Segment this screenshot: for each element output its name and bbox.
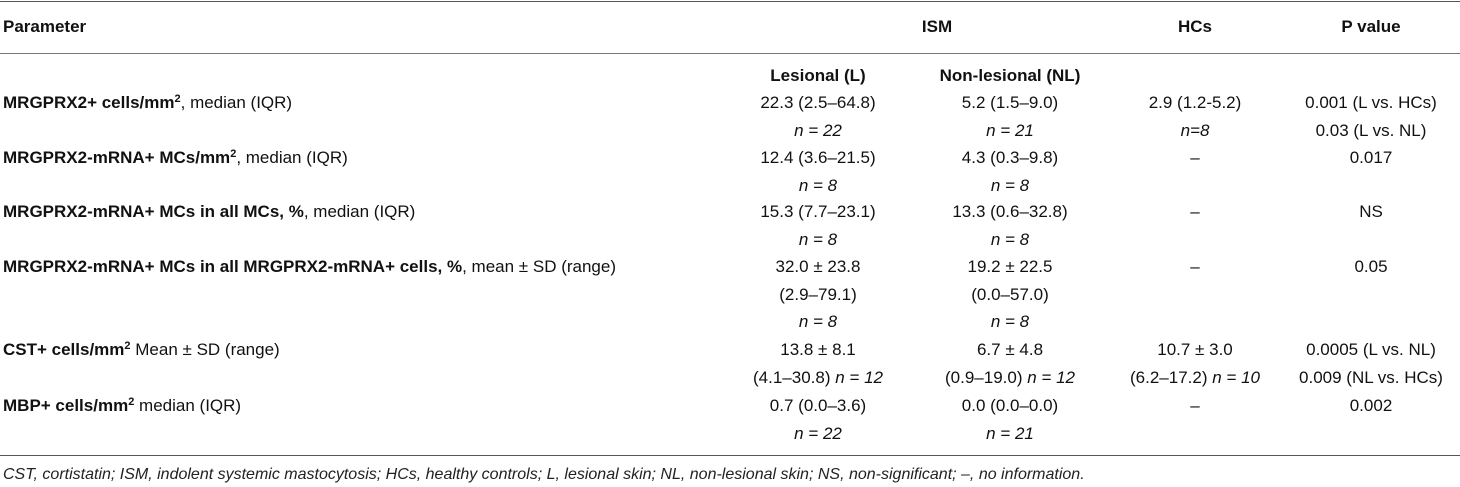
lesional-n: n = 22 <box>794 423 842 443</box>
non-lesional-range: (0.9–19.0) <box>945 367 1023 387</box>
hcs-value: 10.7 ± 3.0 <box>1157 340 1233 359</box>
p-value: 0.001 (L vs. HCs) <box>1305 93 1437 112</box>
hcs-n: n = 10 <box>1212 367 1260 387</box>
row-parameter <box>3 202 415 222</box>
header-p-value: P value <box>1341 17 1401 36</box>
lesional-value: 13.8 ± 8.1 <box>780 340 856 359</box>
header-lesional: Lesional (L) <box>770 66 866 85</box>
row-parameter <box>3 257 616 277</box>
parameter-statistic: , median (IQR) <box>236 148 348 167</box>
table-bottom-rule <box>0 455 1460 456</box>
lesional-n: n = 8 <box>798 229 838 249</box>
parameter-name: MRGPRX2-mRNA+ MCs in all MCs, % <box>3 202 304 221</box>
non-lesional-n: n = 12 <box>1027 367 1075 387</box>
table-top-rule <box>0 1 1460 2</box>
parameter-name: MRGPRX2+ cells/mm <box>3 93 175 112</box>
hcs-value <box>1130 368 1260 388</box>
parameter-superscript: 2 <box>128 396 135 408</box>
parameter-superscript: 2 <box>230 148 237 160</box>
p-value: 0.002 <box>1349 396 1393 415</box>
parameter-statistic: , mean ± SD (range) <box>462 257 616 276</box>
p-value: 0.009 (NL vs. HCs) <box>1299 367 1443 387</box>
parameter-statistic: Mean ± SD (range) <box>130 340 280 359</box>
parameter-name: CST+ cells/mm <box>3 340 125 359</box>
p-value: 0.03 (L vs. NL) <box>1315 120 1427 140</box>
lesional-value: 22.3 (2.5–64.8) <box>760 93 876 112</box>
lesional-n: n = 12 <box>835 367 883 387</box>
parameter-statistic: median (IQR) <box>134 396 242 415</box>
table-footnote: CST, cortistatin; ISM, indolent systemic mastocytosis; HCs, healthy controls; L, lesional skin; NL, non-lesional skin; NS, non-significant; –, no information. <box>3 466 1085 483</box>
non-lesional-n: n = 8 <box>990 175 1030 195</box>
row-parameter <box>3 93 292 113</box>
header-non-lesional: Non-lesional (NL) <box>939 66 1081 85</box>
p-value: 0.0005 (L vs. NL) <box>1306 340 1436 359</box>
row-parameter <box>3 340 280 360</box>
lesional-value <box>753 368 883 388</box>
table-header-rule <box>0 53 1460 54</box>
non-lesional-value: 19.2 ± 22.5 <box>967 257 1053 276</box>
lesional-value: 0.7 (0.0–3.6) <box>769 396 867 415</box>
lesional-n: n = 8 <box>798 175 838 195</box>
parameter-statistic: , median (IQR) <box>303 202 416 221</box>
hcs-value: – <box>1190 257 1200 276</box>
hcs-value: – <box>1190 202 1200 221</box>
non-lesional-value: 13.3 (0.6–32.8) <box>952 202 1068 221</box>
lesional-value: (2.9–79.1) <box>779 284 857 304</box>
header-parameter: Parameter <box>3 17 87 36</box>
p-value: 0.017 <box>1349 148 1393 167</box>
header-hcs: HCs <box>1177 17 1213 36</box>
p-value: NS <box>1359 202 1383 221</box>
lesional-value: 12.4 (3.6–21.5) <box>760 148 876 167</box>
non-lesional-n: n = 21 <box>986 120 1034 140</box>
non-lesional-value: (0.0–57.0) <box>971 284 1049 304</box>
non-lesional-value: 6.7 ± 4.8 <box>976 340 1044 359</box>
lesional-value: 32.0 ± 23.8 <box>775 257 861 276</box>
parameter-superscript: 2 <box>124 340 131 352</box>
lesional-n: n = 8 <box>798 312 838 331</box>
non-lesional-n: n = 8 <box>990 312 1030 331</box>
parameter-name: MRGPRX2-mRNA+ MCs/mm <box>3 148 231 167</box>
non-lesional-value: 5.2 (1.5–9.0) <box>961 93 1059 112</box>
hcs-n: n=8 <box>1180 120 1210 140</box>
non-lesional-n: n = 21 <box>986 423 1034 443</box>
p-value: 0.05 <box>1354 257 1388 276</box>
row-parameter <box>3 148 348 168</box>
parameter-name: MBP+ cells/mm <box>3 396 129 415</box>
hcs-value: – <box>1190 396 1200 415</box>
parameter-superscript: 2 <box>174 93 181 105</box>
hcs-range: (6.2–17.2) <box>1130 367 1208 387</box>
lesional-value: 15.3 (7.7–23.1) <box>760 202 876 221</box>
lesional-range: (4.1–30.8) <box>753 367 831 387</box>
header-ism: ISM <box>921 17 953 36</box>
hcs-value: – <box>1190 148 1200 167</box>
row-parameter <box>3 396 241 416</box>
non-lesional-n: n = 8 <box>990 229 1030 249</box>
non-lesional-value: 0.0 (0.0–0.0) <box>961 396 1059 415</box>
parameter-statistic: , median (IQR) <box>180 93 293 112</box>
lesional-n: n = 22 <box>794 120 842 140</box>
parameter-name: MRGPRX2-mRNA+ MCs in all MRGPRX2-mRNA+ cells, % <box>3 257 463 276</box>
non-lesional-value: 4.3 (0.3–9.8) <box>961 148 1059 167</box>
non-lesional-value <box>945 368 1075 388</box>
hcs-value: 2.9 (1.2-5.2) <box>1148 93 1242 112</box>
